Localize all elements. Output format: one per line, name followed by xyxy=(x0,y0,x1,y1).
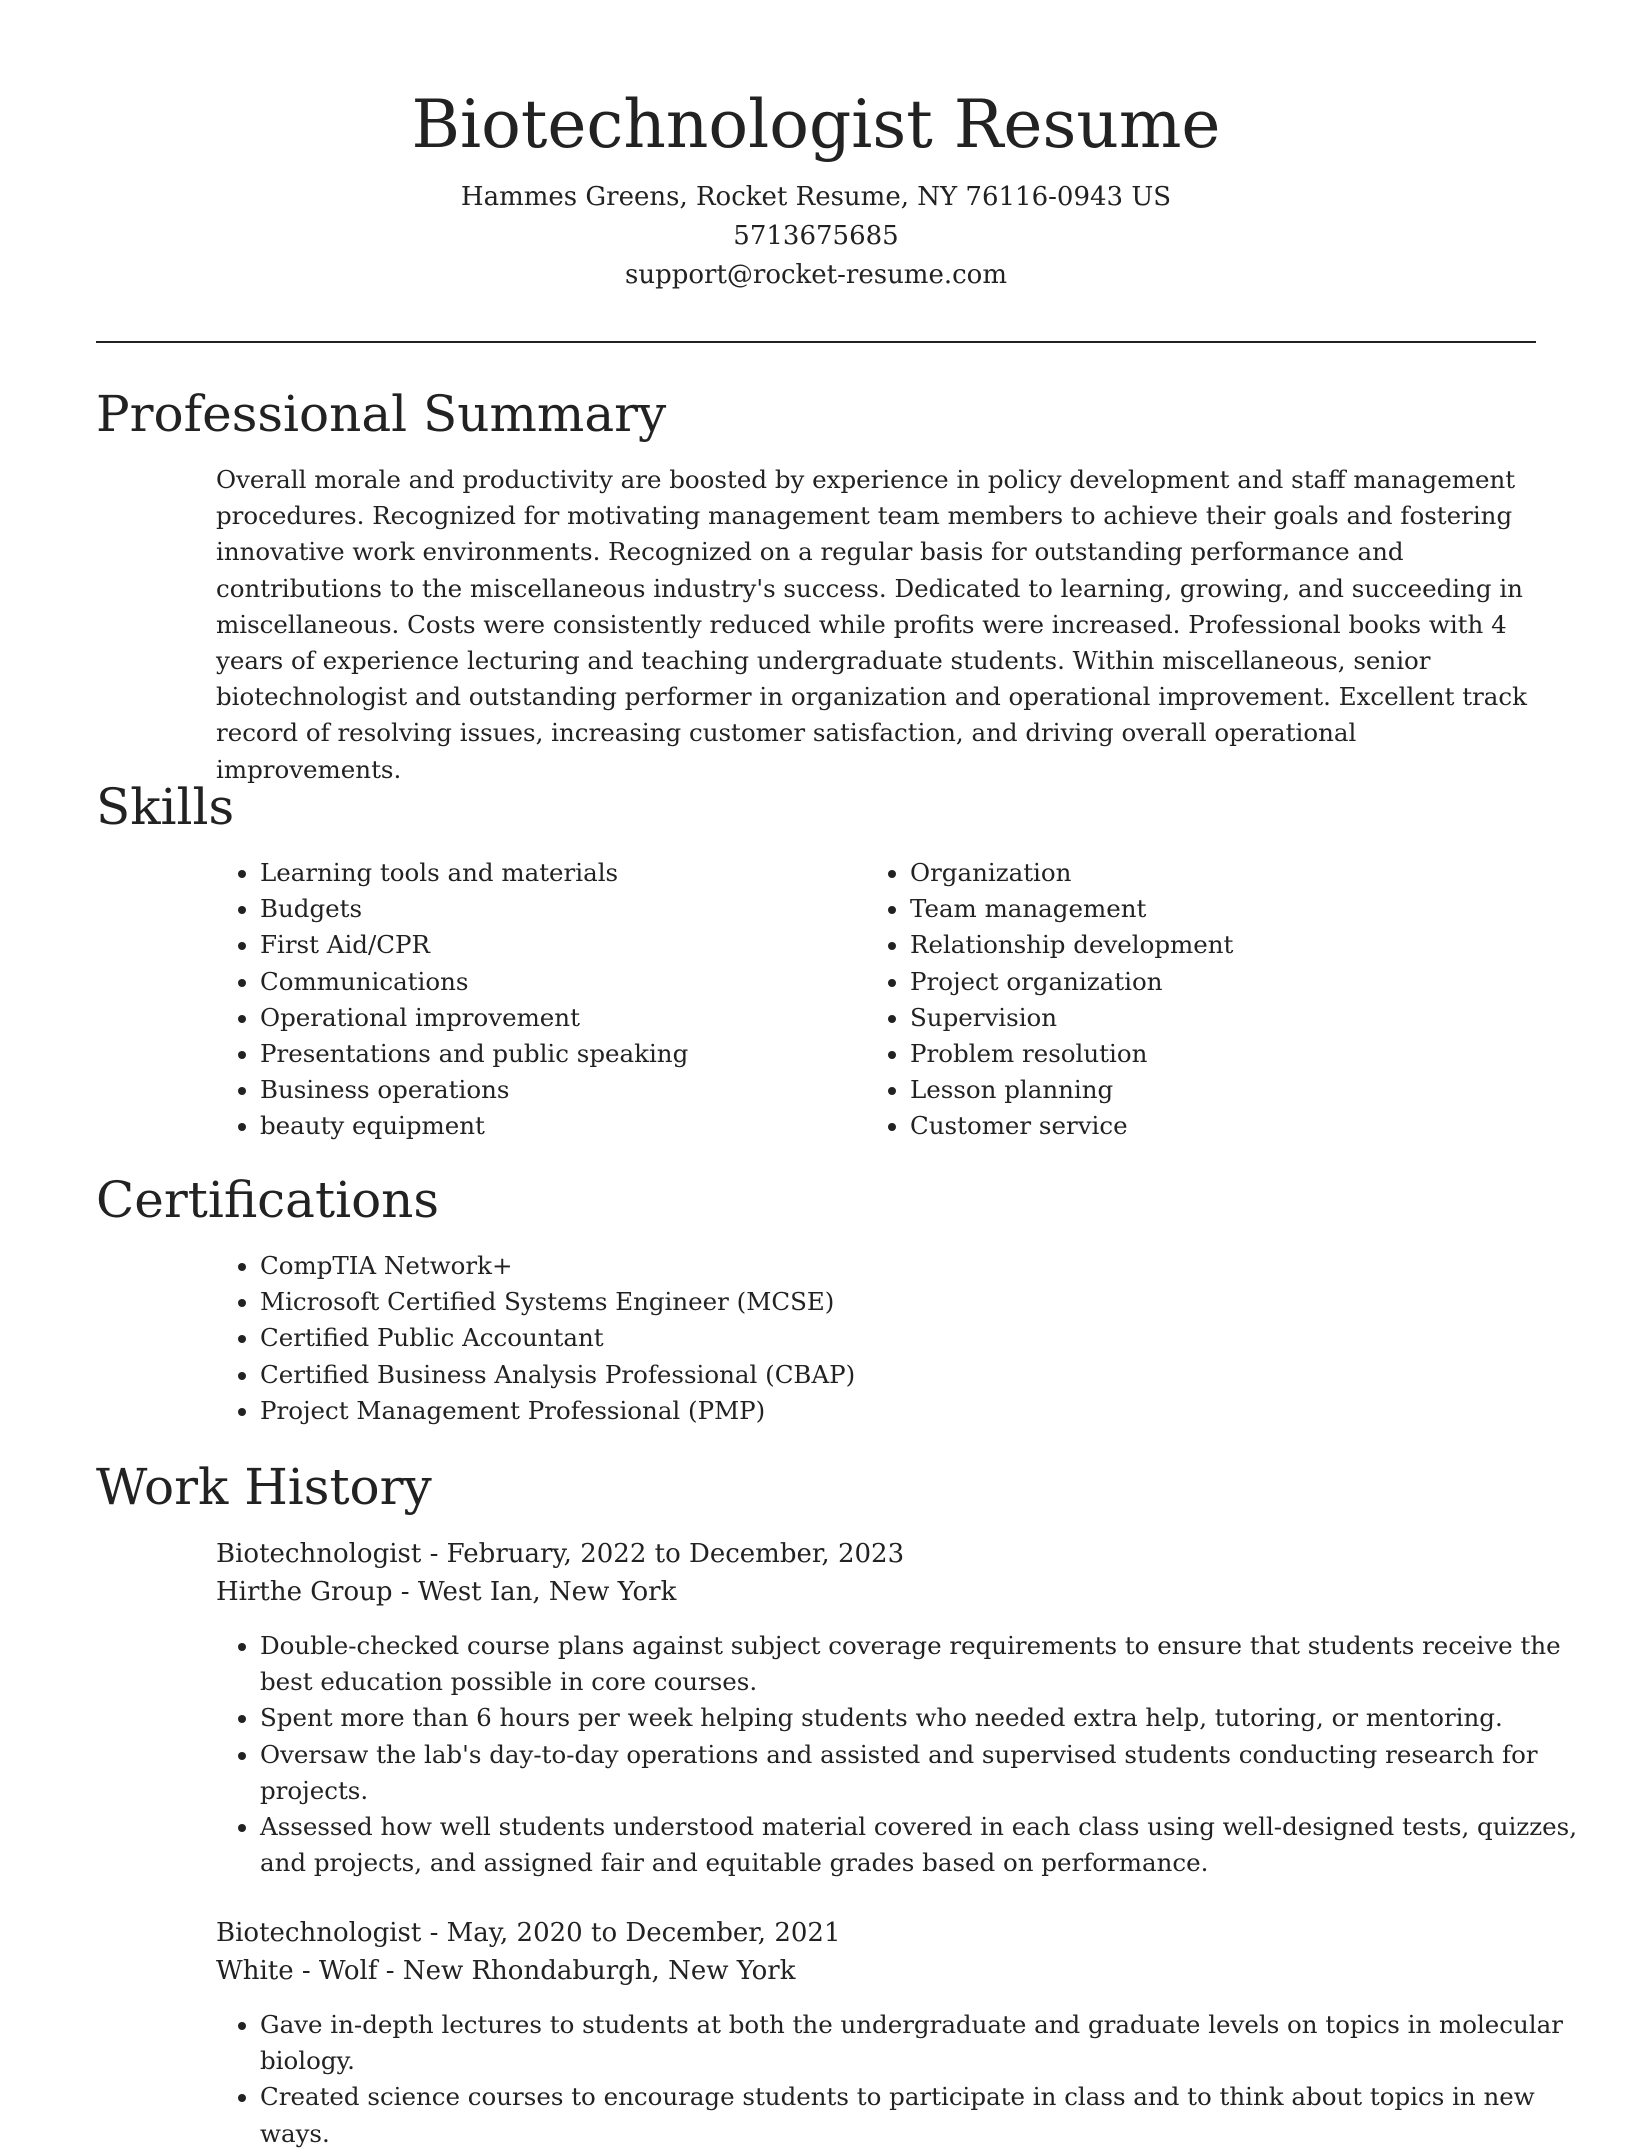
work-history-heading: Work History xyxy=(96,1458,432,1516)
skill-item: • Learning tools and materials xyxy=(260,855,820,891)
separator: - xyxy=(377,1956,403,1986)
job-bullet: • Assessed how well students understood material covered in each class using well-designed tests, quizzes, and projects, and assigned fair and equitable grades based on performance. xyxy=(260,1809,1580,1881)
job-location: West Ian, New York xyxy=(417,1577,677,1607)
job-bullets xyxy=(216,2007,1580,2152)
skill-item: • Supervision xyxy=(910,1000,1530,1036)
job-title: Biotechnologist xyxy=(216,1539,422,1569)
certifications-heading: Certifications xyxy=(96,1171,440,1229)
job-company: Hirthe Group xyxy=(216,1577,393,1607)
contact-block xyxy=(0,178,1632,295)
job-title-line xyxy=(216,1914,841,1952)
skills-list-left xyxy=(216,855,820,1145)
resume-header xyxy=(0,80,1632,295)
job-dates: May, 2020 to December, 2021 xyxy=(446,1918,841,1948)
job-bullet: • Double-checked course plans against subject coverage requirements to ensure that students receive the best education possible in core courses. xyxy=(260,1628,1580,1700)
skill-item: • Presentations and public speaking xyxy=(260,1036,820,1072)
skill-item: • First Aid/CPR xyxy=(260,927,820,963)
skill-item: • Organization xyxy=(910,855,1530,891)
contact-email: support@rocket-resume.com xyxy=(624,260,1007,290)
skill-item: • beauty equipment xyxy=(260,1108,820,1144)
skills-list-right xyxy=(866,855,1530,1145)
job-bullets xyxy=(216,1628,1580,1881)
skills-heading: Skills xyxy=(96,778,235,836)
job-bullet: • Created science courses to encourage students to participate in class and to think about topics in new ways. xyxy=(260,2079,1580,2151)
job-location: New Rhondaburgh, New York xyxy=(402,1956,796,1986)
skill-item: • Problem resolution xyxy=(910,1036,1530,1072)
job-bullet: • Gave in-depth lectures to students at both the undergraduate and graduate levels on topics in molecular biology. xyxy=(260,2007,1580,2079)
separator: - xyxy=(421,1918,447,1948)
skill-item: • Project organization xyxy=(910,964,1530,1000)
skill-item: • Communications xyxy=(260,964,820,1000)
job-company: White - Wolf xyxy=(216,1956,378,1986)
certifications-list xyxy=(216,1248,1580,1429)
contact-phone: 5713675685 xyxy=(733,221,899,251)
certification-item: • Certified Business Analysis Professional (CBAP) xyxy=(260,1357,1580,1393)
job-company-line xyxy=(216,1952,795,1990)
contact-address: Hammes Greens, Rocket Resume, NY 76116-0943 US xyxy=(460,182,1172,212)
skill-item: • Budgets xyxy=(260,891,820,927)
skill-item: • Team management xyxy=(910,891,1530,927)
certification-item: • Project Management Professional (PMP) xyxy=(260,1393,1580,1429)
job-bullet: • Oversaw the lab's day-to-day operations and assisted and supervised students conducting research for projects. xyxy=(260,1737,1580,1809)
skill-item: • Business operations xyxy=(260,1072,820,1108)
certification-item: • CompTIA Network+ xyxy=(260,1248,1580,1284)
job-bullet: • Spent more than 6 hours per week helping students who needed extra help, tutoring, or mentoring. xyxy=(260,1700,1580,1736)
separator: - xyxy=(392,1577,418,1607)
job-dates: February, 2022 to December, 2023 xyxy=(446,1539,905,1569)
job-company-line xyxy=(216,1573,676,1611)
skill-item: • Lesson planning xyxy=(910,1072,1530,1108)
skill-item: • Customer service xyxy=(910,1108,1530,1144)
certification-item: • Microsoft Certified Systems Engineer (MCSE) xyxy=(260,1284,1580,1320)
separator: - xyxy=(421,1539,447,1569)
summary-heading: Professional Summary xyxy=(96,385,667,443)
header-divider xyxy=(96,341,1536,343)
job-title: Biotechnologist xyxy=(216,1918,422,1948)
job-title-line xyxy=(216,1535,904,1573)
resume-title: Biotechnologist Resume xyxy=(411,86,1221,163)
skill-item: • Operational improvement xyxy=(260,1000,820,1036)
summary-text: Overall morale and productivity are boosted by experience in policy development and staff management procedures. Recognized for motivating management team members to achieve their goals and fostering innovative work environments. Recognized on a regular basis for outstanding performance and contributions to the miscellaneous industry's success. Dedicated to learning, growing, and succeeding in miscellaneous. Costs were consistently reduced while profits were increased. Professional books with 4 years of experience lecturing and teaching undergraduate students. Within miscellaneous, senior biotechnologist and outstanding performer in organization and operational improvement. Excellent track record of resolving issues, increasing customer satisfaction, and driving overall operational improvements. xyxy=(216,465,1527,784)
skill-item: • Relationship development xyxy=(910,927,1530,963)
certification-item: • Certified Public Accountant xyxy=(260,1320,1580,1356)
